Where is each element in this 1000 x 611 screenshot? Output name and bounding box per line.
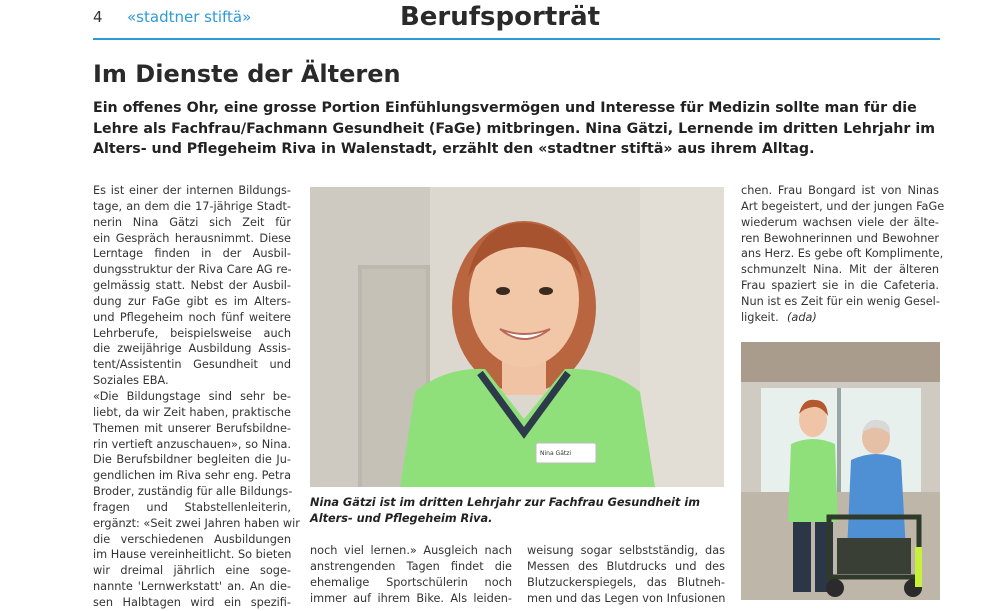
text-line: chen. Frau Bongard ist von Ninas — [741, 184, 939, 197]
publication-name: «stadtner stiftä» — [127, 8, 252, 26]
text-line: tage, an dem die 17-jährige Stadt- — [93, 199, 291, 213]
name-badge-text: Nina Gätzi — [540, 450, 572, 457]
author-signature: (ada) — [787, 310, 817, 324]
text-line: anstrengenden Tagen findet die — [310, 559, 512, 573]
text-line: ehemalige Sportschülerin noch — [310, 575, 512, 589]
text-line: Die Berufsbildner begleiten die Ju- — [93, 453, 291, 467]
section-title: Berufsporträt — [399, 2, 601, 32]
text-line: ligkeit. — [741, 310, 779, 324]
text-line: schmunzelt Nina. Mit der älteren — [741, 263, 939, 277]
text-column-4 — [741, 183, 945, 326]
text-line: ans Herz. Es gebe oft Komplimente, — [741, 247, 944, 261]
text-line: gelmässig statt. Nebst der Ausbil- — [93, 279, 291, 293]
text-line: sen Halbtagen wird ein spezifi- — [93, 595, 291, 609]
text-line: «Die Bildungstage sind sehr be- — [93, 389, 291, 403]
text-line: gendlichen im Riva sehr eng. Petra — [93, 469, 291, 483]
header-rule — [93, 38, 940, 40]
text-column-1 — [93, 183, 300, 611]
text-line: nerin Nina Gätzi sich Zeit für — [93, 215, 291, 229]
page-header — [0, 0, 1000, 42]
text-line: rin vertieft anzuschauen», so Nina. — [93, 437, 291, 451]
text-line: Lehrberufe, beispielsweise auch — [93, 326, 291, 340]
article-headline: Im Dienste der Älteren — [93, 60, 401, 88]
text-line: Themen mit unserer Berufsbildne- — [93, 421, 291, 435]
walker-illustration — [741, 342, 940, 600]
text-line: Broder, zuständig für alle Bildungs- — [93, 485, 293, 499]
text-column-2 — [310, 543, 512, 606]
text-line: immer auf ihrem Bike. Als leiden- — [310, 591, 512, 605]
text-line: wir dreimal jährlich eine soge- — [93, 564, 291, 578]
text-line: fragen und Stabstellenleiterin, — [93, 500, 291, 514]
text-line: die zweijährige Ausbildung Assis- — [93, 342, 291, 356]
text-line: dungsstruktur der Riva Care AG re- — [93, 263, 292, 277]
text-line: Lerntage finden in der Ausbil- — [93, 247, 291, 261]
text-line: ein Gespräch herausnimmt. Diese — [93, 231, 291, 245]
text-line: men und das Legen von Infusionen — [527, 591, 726, 605]
text-line: Art begeistert, und der jungen FaGe — [741, 199, 945, 213]
text-line: wiederum wachsen viele der älte- — [741, 215, 939, 229]
page-number: 4 — [93, 8, 103, 26]
text-line: Messen des Blutdrucks und des — [527, 559, 725, 573]
text-line: liebt, da wir Zeit haben, praktische — [93, 405, 291, 419]
text-column-3 — [527, 543, 725, 606]
text-line: im Hause vereinheitlicht. So bieten — [93, 548, 292, 562]
photo-caption: Nina Gätzi ist im dritten Lehrjahr zur Fachfrau Gesundheit im Alters- und Pflegeheim Riva. — [310, 496, 700, 525]
text-line: Nun ist es Zeit für ein wenig Gesel- — [741, 294, 940, 308]
text-line: ergänzt: «Seit zwei Jahren haben wir — [93, 516, 300, 530]
text-line: Soziales EBA. — [93, 374, 169, 388]
text-line: die verschiedenen Ausbildungen — [93, 532, 291, 546]
text-line: weisung sogar selbstständig, das — [527, 544, 725, 557]
text-line: und Pflegeheim noch fünf weitere — [93, 310, 291, 324]
text-line: tent/Assistentin Gesundheit und — [93, 358, 291, 372]
text-line: Frau spaziert sie in die Cafeteria. — [741, 279, 939, 293]
article-lead: Ein offenes Ohr, eine grosse Portion Einfühlungsvermögen und Interesse für Medizin sollte man für die Lehre als Fachfrau/Fachmann Gesundheit (FaGe) mitbringen. Nina Gätzi, Lernende im dritten Lehrjahr im Alters- und Pflegeheim Riva in Walenstadt, erzählt den «stadtner stiftä» aus ihrem Alltag. — [93, 100, 935, 157]
text-line: nannte 'Lernwerkstatt' an. An die- — [93, 580, 291, 594]
text-line: Es ist einer der internen Bildungs- — [93, 184, 291, 197]
text-line: noch viel lernen.» Ausgleich nach — [310, 544, 512, 557]
text-line: Blutzuckerspiegels, das Blutneh- — [527, 575, 725, 589]
walker-photo — [741, 342, 940, 600]
text-line: ren Bewohnerinnen und Bewohner — [741, 231, 939, 245]
portrait-photo — [310, 187, 724, 487]
text-line: dung zur FaGe gibt es im Alters- — [93, 294, 291, 308]
portrait-illustration — [310, 187, 724, 487]
